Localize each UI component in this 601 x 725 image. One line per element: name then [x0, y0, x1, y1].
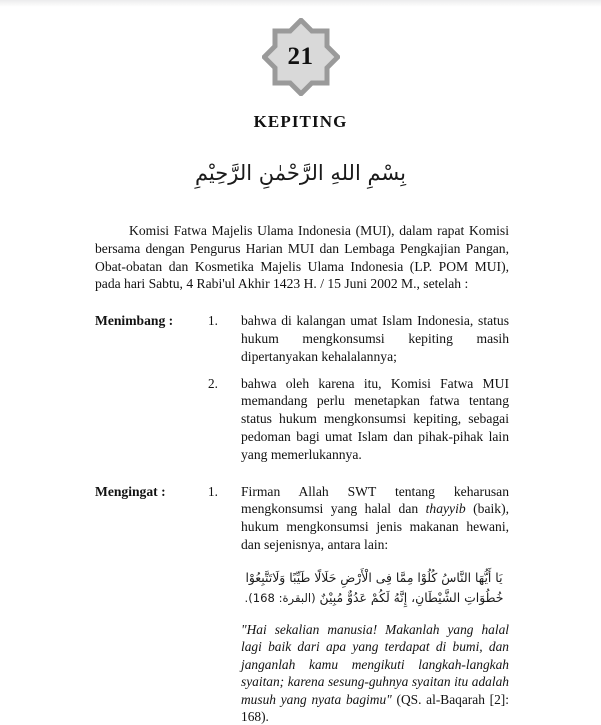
- text-before-italic: Firman Allah SWT tentang keharusan mengkonsumsi yang halal dan: [241, 483, 509, 517]
- quran-arabic-line-2: خُطُوَاتِ الشَّيْطَانِ، إِنَّهُ لَكُمْ عَدُوٌّ مُبِيْنٌ: [319, 589, 504, 605]
- quran-arabic-reference: (البقرة: 168).: [244, 590, 316, 605]
- list-item-number: 1.: [208, 313, 218, 329]
- list-item: [208, 375, 509, 464]
- clause-menimbang: [95, 312, 509, 463]
- list-item: [208, 483, 509, 725]
- clause-label-mengingat: Mengingat :: [95, 483, 166, 499]
- clause-mengingat: [95, 483, 509, 725]
- page-top-edge: [0, 0, 601, 7]
- opening-paragraph: Komisi Fatwa Majelis Ulama Indonesia (MUI), dalam rapat Komisi bersama dengan Pengurus Harian MUI dan Lembaga Pengkajian Pangan, Obat-obatan dan Kosmetika Majelis Ulama Indonesia (LP. POM MUI), pada hari Sabtu, 4 Rabi'ul Akhir 1423 H. / 15 Juni 2002 M., setelah :: [95, 223, 509, 292]
- chapter-badge-container: [0, 18, 601, 96]
- list-item-text: [241, 483, 509, 554]
- chapter-number-text: 21: [287, 42, 314, 70]
- list-item-text: bahwa oleh karena itu, Komisi Fatwa MUI memandang perlu menetapkan fatwa tentang status hukum mengkonsumsi kepiting, sebagai pedoman bagi umat Islam dan pihak-pihak lain yang memerlukannya.: [241, 375, 509, 462]
- clause-body-mengingat: [208, 483, 509, 725]
- basmala-calligraphy: بِسْمِ اللهِ الرَّحْمٰنِ الرَّحِيْمِ: [194, 161, 407, 185]
- quran-translation-text: [241, 621, 509, 725]
- quran-arabic-text: [241, 568, 509, 608]
- quran-translation-body: "Hai sekalian manusia! Makanlah yang halal lagi baik dari apa yang terdapat di bumi, dan janganlah kamu mengikuti langkah-langkah syaitan; karena sesung-guhnya syaitan itu adalah musuh yang nyata bagimu": [241, 621, 509, 707]
- list-item: [208, 312, 509, 365]
- italic-term-thayyib: thayyib: [425, 501, 466, 517]
- chapter-title: KEPITING: [253, 112, 348, 131]
- list-item-number: 2.: [208, 375, 218, 391]
- text-after-italic: (baik), hukum mengkonsumsi jenis makanan hewani, dan sejenisnya, antara lain:: [241, 501, 509, 552]
- clause-body-menimbang: [208, 312, 509, 463]
- chapter-number-badge: [262, 18, 340, 96]
- list-item-text: bahwa di kalangan umat Islam Indonesia, status hukum mengkonsumsi kepiting masih dipertanyakan kehalalannya;: [241, 313, 509, 364]
- document-content: [95, 222, 509, 725]
- list-item-number: 1.: [208, 483, 218, 499]
- clause-label-menimbang: Menimbang :: [95, 313, 174, 329]
- quran-arabic-line-1: يَا أَيُّهَا النَّاسُ كُلُوْا مِمَّا فِى الْأَرْضِ حَلَالًا طَيِّبًا وَلَاتَتَّبِعُوْا: [245, 569, 503, 585]
- mengingat-item-body: [241, 483, 509, 725]
- quran-translation-reference: (QS. al-Baqarah [2]: 168).: [241, 691, 509, 725]
